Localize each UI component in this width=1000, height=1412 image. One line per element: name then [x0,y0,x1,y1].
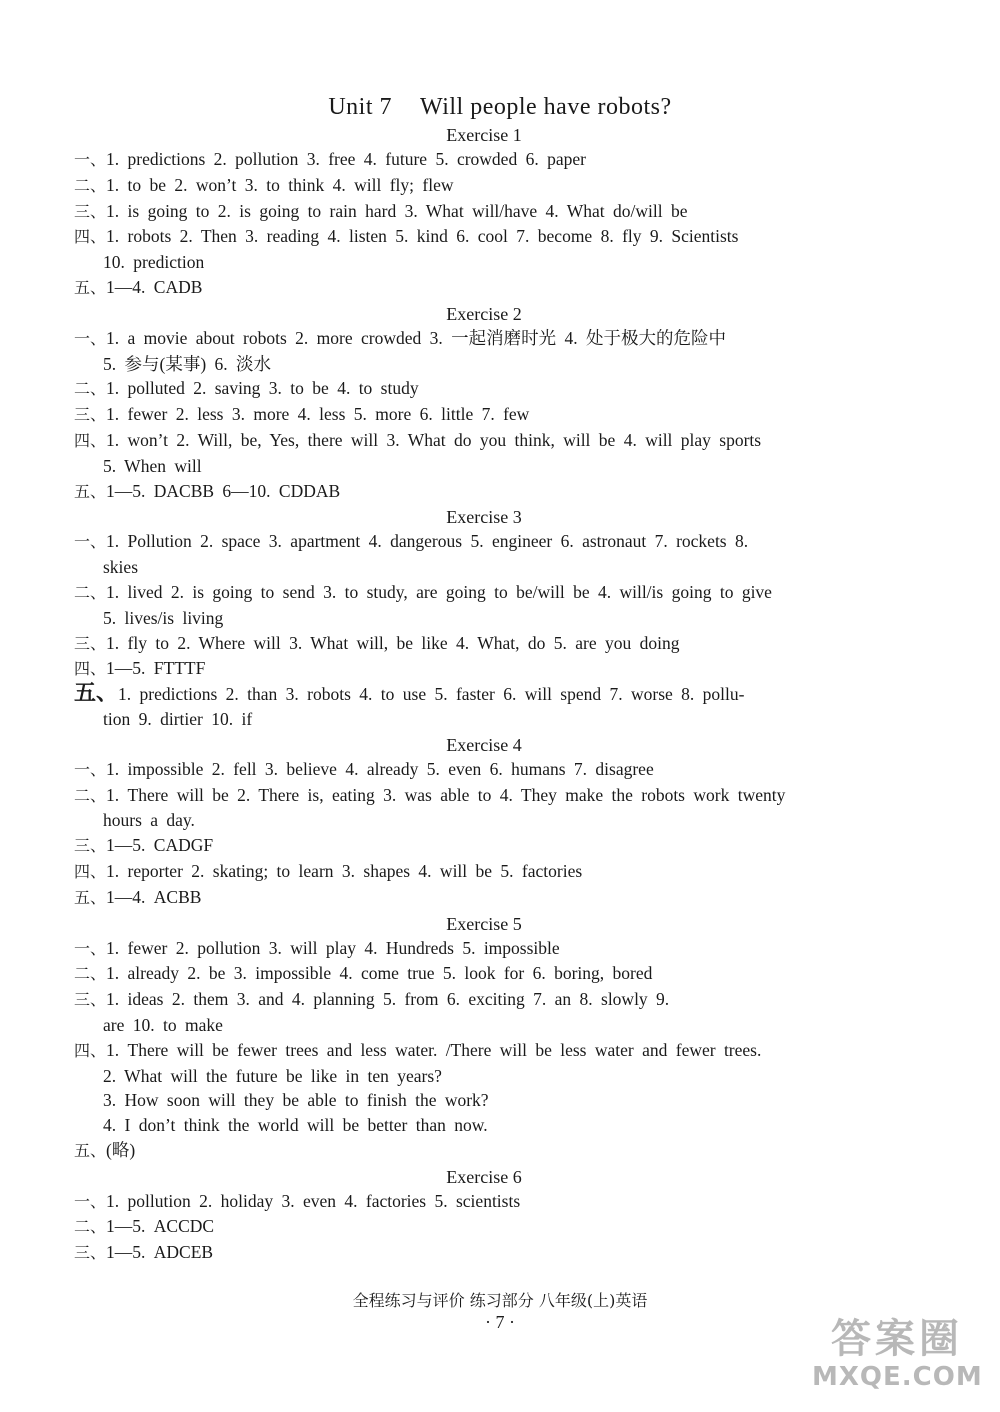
answer-text: 2. What will the future be like in ten years? [103,1065,442,1086]
answer-text: 1. already 2. be 3. impossible 4. come true 5. look for 6. boring, bored [106,963,653,984]
answer-line [74,1214,894,1240]
answer-line [74,173,894,199]
answer-line [74,1240,894,1266]
question-group-marker: 五、 [74,681,119,707]
answer-line [74,631,894,657]
unit-title [0,94,1000,121]
question-group-marker: 一、 [74,1191,107,1211]
answer-text: 1—5. ACCDC [106,1216,215,1237]
answer-line-continued [74,1064,894,1089]
answer-text: 1. reporter 2. skating; to learn 3. shapes 4. will be 5. factories [106,860,583,881]
exercise-heading: Exercise 2 [446,303,522,324]
answer-line [74,682,894,707]
question-group-marker: 三、 [74,1243,107,1263]
exercise-heading: Exercise 4 [446,734,522,755]
question-group-marker: 三、 [74,405,107,425]
answer-text: are 10. to make [103,1014,223,1035]
answer-text: 5. When will [103,455,202,476]
answer-line-continued [74,606,894,631]
answer-line-continued [74,555,894,580]
answer-text: 1. There will be fewer trees and less water. /There will be less water and fewer trees. [106,1039,762,1060]
answer-text: (略) [106,1139,136,1160]
answer-line [74,885,894,911]
question-group-marker: 四、 [74,430,107,450]
answer-line [74,326,894,352]
answer-line [74,580,894,606]
answer-line [74,833,894,859]
question-group-marker: 四、 [74,227,107,247]
answer-text: 1. Pollution 2. space 3. apartment 4. dangerous 5. engineer 6. astronaut 7. rockets 8. [106,531,749,552]
footer-book-title: 全程练习与评价 练习部分 八年级(上)英语 [352,1291,648,1310]
question-group-marker: 三、 [74,201,107,221]
answer-line [74,402,894,428]
answer-text: 1—5. CADGF [106,835,214,856]
answer-text: 1. pollution 2. holiday 3. even 4. factories 5. scientists [106,1190,521,1211]
exercise-section [74,732,894,911]
answer-line [74,1138,894,1164]
exercise-heading: Exercise 5 [446,913,522,934]
answer-text: 3. How soon will they be able to finish the work? [103,1090,489,1111]
answer-line-continued [74,250,894,275]
answer-line [74,428,894,454]
answer-text: 1. predictions 2. than 3. robots 4. to use 5. faster 6. will spend 7. worse 8. pollu- [118,684,745,705]
question-group-marker: 三、 [74,990,107,1010]
exercise-section [74,122,894,301]
answer-line [74,275,894,301]
answer-line-continued [74,1113,894,1138]
answer-text: 1. polluted 2. saving 3. to be 4. to study [106,378,419,399]
question-group-marker: 五、 [74,887,107,907]
answer-line-continued [74,808,894,833]
answer-line [74,1189,894,1215]
unit-topic: Will people have robots? [420,94,672,120]
answer-line [74,783,894,809]
answer-text: 5. lives/is living [103,607,224,628]
answer-line [74,147,894,173]
question-group-marker: 三、 [74,633,107,653]
watermark-logo [812,1316,982,1396]
question-group-marker: 二、 [74,379,107,399]
question-group-marker: 五、 [74,481,107,501]
answer-line-continued [74,454,894,479]
answer-text: 1—4. ACBB [106,886,202,907]
answer-text: 1. to be 2. won’t 3. to think 4. will fly; flew [106,174,454,195]
answer-text: 1. fewer 2. pollution 3. will play 4. Hundreds 5. impossible [106,937,560,958]
answer-text: 1. ideas 2. them 3. and 4. planning 5. from 6. exciting 7. an 8. slowly 9. [106,989,670,1010]
unit-number: Unit 7 [328,94,393,120]
question-group-marker: 四、 [74,861,107,881]
question-group-marker: 二、 [74,582,107,602]
question-group-marker: 二、 [74,1217,107,1237]
answer-text: tion 9. dirtier 10. if [103,708,253,729]
answer-text: 1. robots 2. Then 3. reading 4. listen 5. kind 6. cool 7. become 8. fly 9. Scientists [106,226,739,247]
question-group-marker: 四、 [74,1040,107,1060]
question-group-marker: 一、 [74,532,107,552]
answer-line-continued [74,1013,894,1038]
question-group-marker: 二、 [74,175,107,195]
exercise-heading: Exercise 6 [446,1166,522,1187]
question-group-marker: 一、 [74,328,107,348]
answer-line [74,1038,894,1064]
answer-text: 1—5. DACBB 6—10. CDDAB [106,480,341,501]
question-group-marker: 五、 [74,1140,107,1160]
answer-line [74,961,894,987]
watermark-en: MXQE.COM [812,1362,983,1392]
answer-text: 1. a movie about robots 2. more crowded 3. 一起消磨时光 4. 处于极大的危险中 [106,327,726,348]
answer-text: 1—5. FTTTF [106,658,206,679]
exercise-heading: Exercise 1 [446,125,522,145]
exercise-section [74,911,894,1164]
answer-text: 1. won’t 2. Will, be, Yes, there will 3. What do you think, will be 4. will play sports [106,429,762,450]
answer-text: 5. 参与(某事) 6. 淡水 [103,353,272,374]
answer-line [74,859,894,885]
answer-line [74,987,894,1013]
question-group-marker: 二、 [74,785,107,805]
exercise-section [74,301,894,505]
answer-line [74,656,894,682]
exercise-section [74,1164,894,1266]
answer-line [74,936,894,962]
answer-line-continued [74,1088,894,1113]
question-group-marker: 五、 [74,277,107,297]
answer-text: hours a day. [103,810,195,831]
answer-line-continued [74,707,894,732]
answer-line-continued [74,352,894,377]
question-group-marker: 一、 [74,150,107,169]
answer-line [74,199,894,225]
exercise-heading: Exercise 3 [446,507,522,528]
answer-text: 1. fly to 2. Where will 3. What will, be like 4. What, do 5. are you doing [106,632,680,653]
answer-text: skies [103,557,138,578]
answer-text: 1—5. ADCEB [106,1242,214,1263]
answer-text: 10. prediction [103,252,205,273]
answer-line [74,376,894,402]
answer-text: 1. fewer 2. less 3. more 4. less 5. more 6. little 7. few [106,404,530,425]
question-group-marker: 三、 [74,836,107,856]
answer-line [74,479,894,505]
question-group-marker: 四、 [74,659,107,679]
answer-line [74,224,894,250]
answer-text: 1. There will be 2. There is, eating 3. was able to 4. They make the robots work twenty [106,784,786,805]
exercise-section [74,504,894,731]
question-group-marker: 二、 [74,964,107,984]
question-group-marker: 一、 [74,938,107,958]
answer-text: 1. lived 2. is going to send 3. to study, are going to be/will be 4. will/is going to give [106,581,772,602]
answer-line [74,757,894,783]
answer-text: 1. is going to 2. is going to rain hard 3. What will/have 4. What do/will be [106,200,688,221]
answer-text: 1. predictions 2. pollution 3. free 4. future 5. crowded 6. paper [106,149,586,169]
watermark-cn: 答案圈 [831,1316,963,1362]
answer-text: 1. impossible 2. fell 3. believe 4. already 5. even 6. humans 7. disagree [106,758,654,779]
answer-text: 1—4. CADB [106,276,203,297]
answer-text: 4. I don’t think the world will be better than now. [103,1115,488,1136]
question-group-marker: 一、 [74,759,107,779]
answer-line [74,529,894,555]
page-number: · 7 · [485,1312,515,1332]
answer-body [74,122,894,1266]
